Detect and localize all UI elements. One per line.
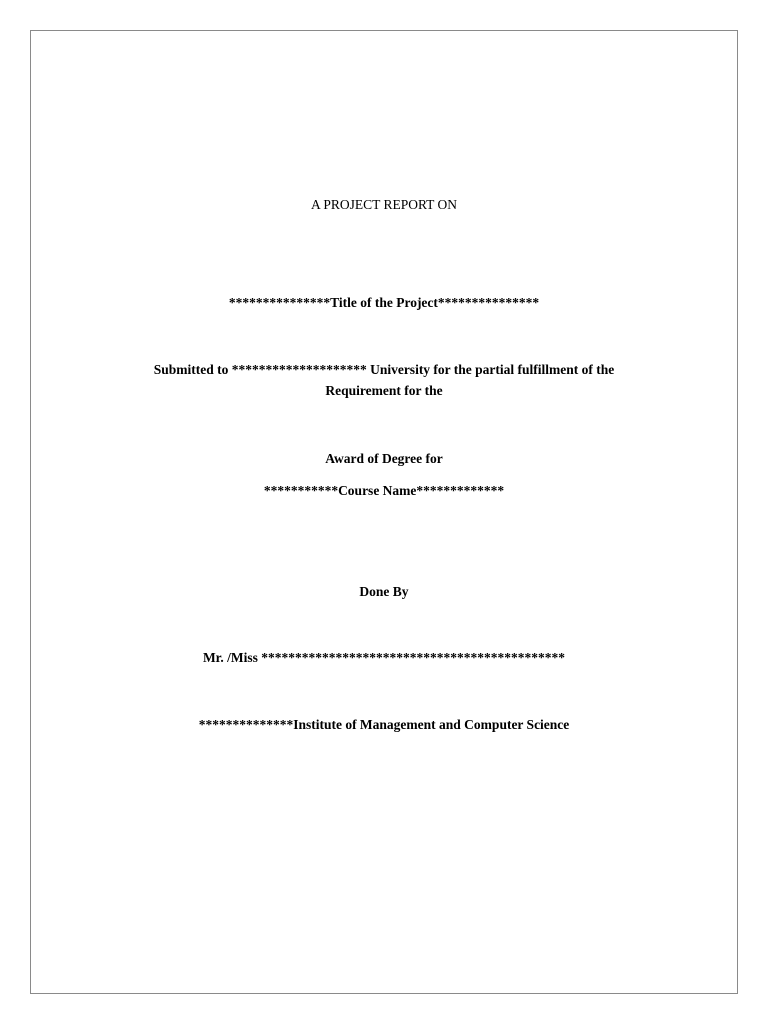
submitted-to-line: Submitted to ******************** University for the partial fulfillment of the: [153, 362, 615, 377]
course-name-line: ***********Course Name*************: [263, 483, 505, 498]
project-title: ***************Title of the Project***************: [228, 295, 540, 310]
done-by-label: Done By: [359, 584, 409, 599]
institute-line: **************Institute of Management and Computer Science: [198, 717, 570, 732]
document-page: [30, 30, 738, 994]
requirement-line: Requirement for the: [325, 383, 443, 398]
report-heading: A PROJECT REPORT ON: [310, 197, 458, 212]
student-name-line: Mr. /Miss *********************************************: [202, 650, 566, 665]
award-of-degree-line: Award of Degree for: [325, 451, 443, 466]
